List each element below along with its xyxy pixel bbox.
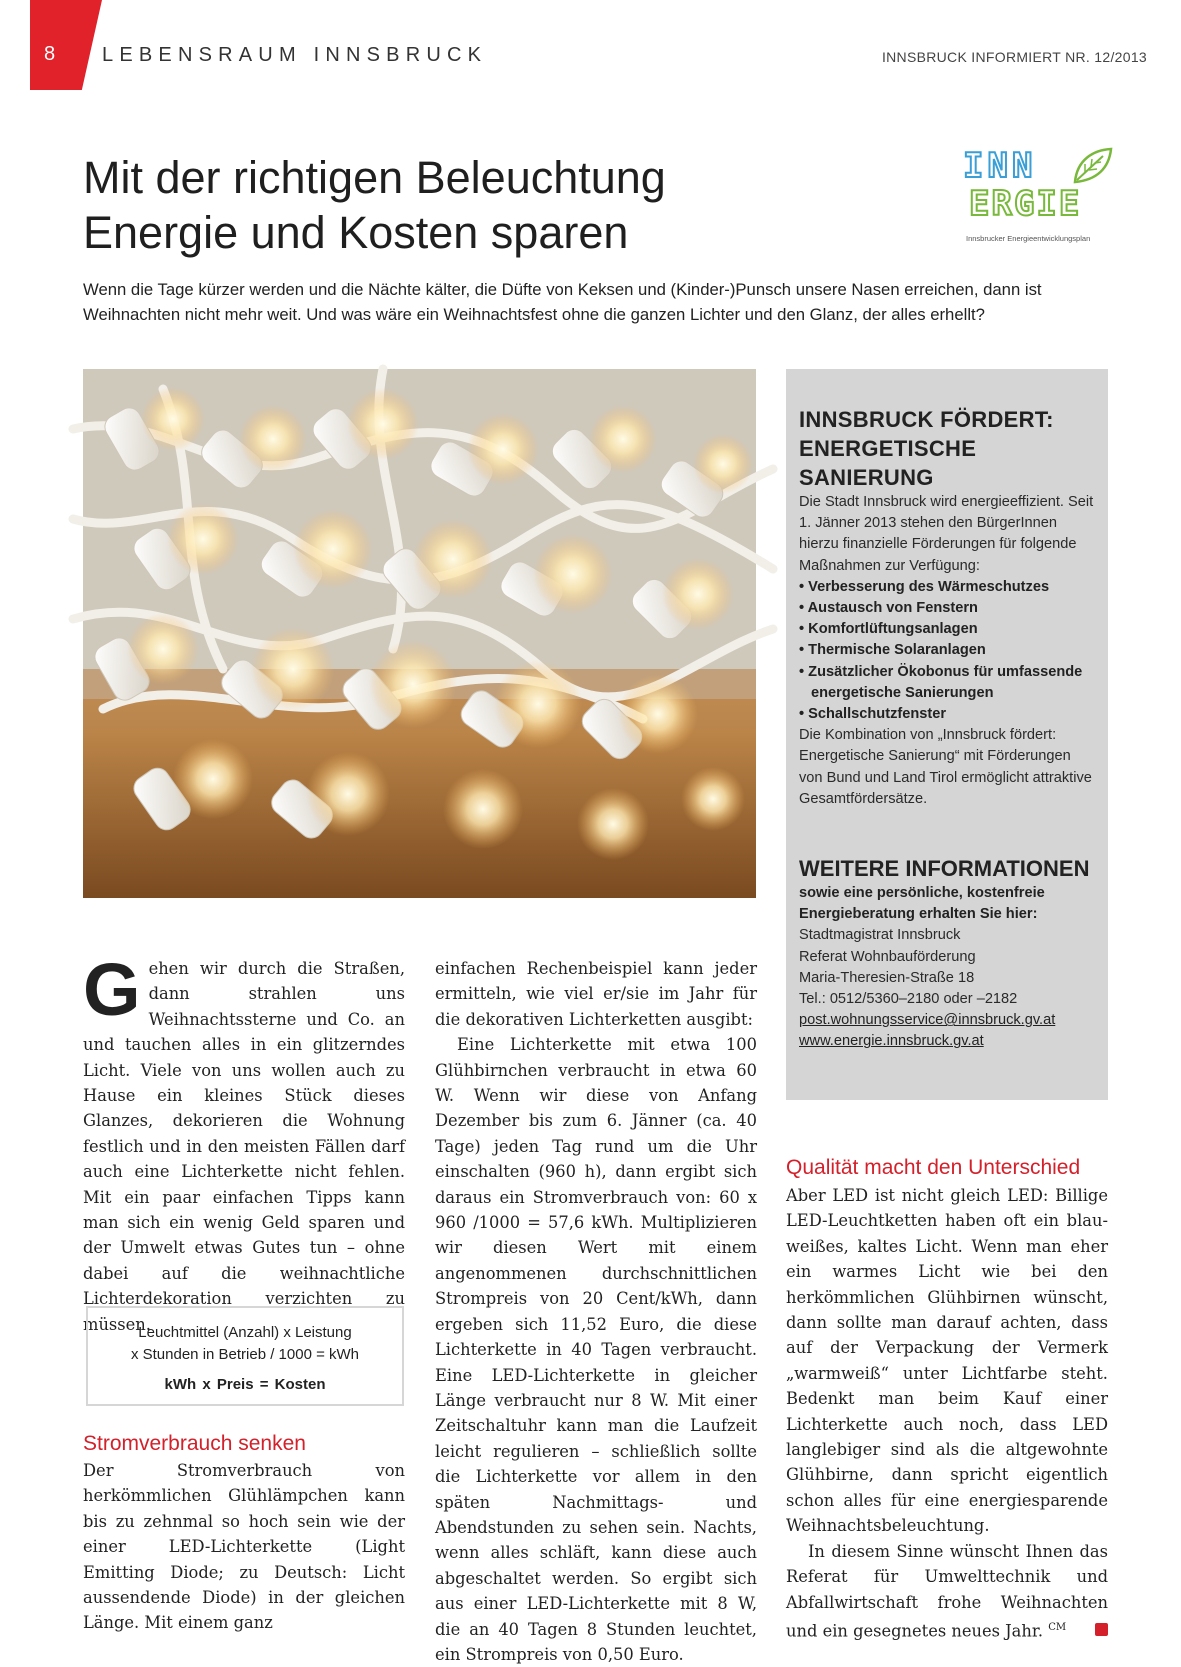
more-info-note: sowie eine persönliche, kostenfreie Energieberatung erhalten Sie hier: — [799, 885, 1045, 923]
paragraph: In diesem Sinne wünscht Ihnen das Referat für Umwelttechnik und Abfallwirtschaft frohe Weihnachten und ein gesegnetes neues Jahr. — [786, 1541, 1108, 1641]
paragraph: einfachen Rechenbeispiel kann jeder ermitteln, wie viel er/sie im Jahr für die dekorativen Lichterketten ausgibt: — [435, 959, 757, 1029]
paragraph: Eine Lichterkette mit etwa 100 Glühbirnchen verbraucht in etwa 60 W. Wenn wir diese von Anfang Dezember bis zum 6. Jänner (ca. 40 Tage) jeden Tag rund um die Uhr einschalten (960 h), dann ergibt sich daraus ein Stromverbrauch von: 60 x 960 /1000 = 57,6 kWh. Multiplizieren wir diesen Wert mit einem angenommenen durchschnittlichen Strompreis von 20 Cent/kWh, dann ergeben sich 11,52 Euro, die diese Lichterkette in 40 Tagen verbraucht. Eine LED-Lichterkette in gleicher Länge verbraucht nur 8 W. Mit einer Zeitschaltuhr kann man die Laufzeit leicht regulieren – schließlich sollte die Lichterkette vor allem in den späten Nachmittags- und Abendstunden zu sehen sein. Nachts, wenn alles schläft, kann diese auch abgeschaltet werden. So ergibt sich aus einer LED-Lichterkette mit 8 W, die an 40 Tagen 8 Stunden leuchtet, ein Strompreis von 0,50 Euro. — [435, 1035, 757, 1664]
paragraph: Der Stromverbrauch von herkömmlichen Glühlämpchen kann bis zu zehnmal so hoch sein wie der einer LED-Lichterkette (Light Emitting Diode; zu Deutsch: Licht aussendende Diode) in der gleichen Länge. Mit einem ganz — [83, 1461, 405, 1633]
contact-line: Stadtmagistrat Innsbruck — [799, 927, 961, 944]
headline-line-2: Energie und Kosten sparen — [83, 207, 629, 258]
funding-info-box — [786, 369, 1108, 1100]
logo-text-inn: INN — [963, 146, 1037, 186]
list-item: • Schallschutzfenster — [799, 704, 1094, 725]
lead-paragraph: Wenn die Tage kürzer werden und die Nächte kälter, die Düfte von Keksen und (Kinder-)Punsch unsere Nasen erreichen, dann ist Weihnachten nicht mehr weit. Und was wäre ein Weihnachtsfest ohne die ganzen Lichter und den Glanz, der alles erhellt? — [83, 280, 1042, 324]
page-number: 8 — [44, 43, 56, 65]
list-item: • Zusätzlicher Ökobonus für umfassende energetische Sanierungen — [799, 662, 1094, 704]
list-item: • Verbesserung des Wärmeschutzes — [799, 577, 1094, 598]
formula-line-3: kWh x Preis = Kosten — [164, 1376, 326, 1393]
subheading-quality: Qualität macht den Unterschied — [786, 1156, 1081, 1179]
list-item: • Thermische Solaranlagen — [799, 640, 1094, 661]
innergie-logo — [961, 146, 1121, 242]
logo-subtitle: Innsbrucker Energieentwicklungsplan — [966, 234, 1091, 243]
paragraph: Aber LED ist nicht gleich LED: Billige LED-Leuchtketten haben oft ein blau-weißes, kaltes Licht. Wenn man eher ein warmes Licht wie bei den herkömmlichen Glühbirnen wünscht, dann sollte man darauf achten, dass auf der Verpackung der Vermerk „warmweiß“ unter Lichtfarbe steht. Bedenkt man beim Kauf einer Lichterkette auch noch, dass LED langlebiger sind als die altgewohnte Glühbirne, dann spricht eigentlich schon alles für eine energiesparende Weihnachtsbeleuchtung. — [786, 1186, 1108, 1536]
fairy-lights-illustration — [83, 369, 756, 898]
subheading-power-consumption: Stromverbrauch senken — [83, 1432, 306, 1455]
issue-label: INNSBRUCK INFORMIERT NR. 12/2013 — [881, 49, 1147, 65]
article-column-3 — [786, 1155, 1108, 1644]
list-item: • Komfortlüftungsanlagen — [799, 619, 1094, 640]
funding-heading: INNSBRUCK FÖRDERT: ENERGETISCHE SANIERUNG — [799, 407, 1054, 490]
square-icon — [1095, 1623, 1108, 1636]
funding-intro: Die Stadt Innsbruck wird energieeffizient. Seit 1. Jänner 2013 stehen den BürgerInnen hierzu finanzielle Förderungen für folgende Maßnahmen zur Verfügung: — [799, 494, 1094, 574]
list-item: • Austausch von Fenstern — [799, 598, 1094, 619]
author-initials: CM — [1048, 1621, 1067, 1633]
funding-outro: Die Kombination von „Innsbruck fördert: Energetische Sanierung“ mit Förderungen von Bund und Land Tirol ermöglicht attraktive Gesamtfördersätze. — [799, 727, 1092, 807]
article-column-2 — [435, 956, 757, 1667]
email-link[interactable]: post.wohnungsservice@innsbruck.gv.at — [799, 1012, 1056, 1029]
logo-text-ergie: ERGIE — [969, 184, 1082, 224]
paragraph: ehen wir durch die Straßen, dann strahlen uns Weihnachtssterne und Co. an und tauchen alles in ein glitzerndes Licht. Viele von uns wollen auch zu Hause ein kleines Stück dieses Glanzes, dekorieren die Wohnung festlich und in den meisten Fällen darf auch eine Lichterkette nicht fehlen. Mit ein paar einfachen Tipps kann man sich ein wenig Geld sparen und der Umwelt etwas Gutes tun – ohne dabei auf die weihnachtliche Lichterdekoration verzichten zu müssen. — [83, 959, 405, 1334]
contact-phone: Tel.: 0512/5360–2180 oder –2182 — [799, 991, 1018, 1008]
article-column-1-continued — [83, 1458, 405, 1636]
fairy-lights-photo — [83, 369, 756, 898]
website-link[interactable]: www.energie.innsbruck.gv.at — [799, 1033, 984, 1050]
more-info-heading: WEITERE INFORMATIONEN — [799, 856, 1090, 882]
formula-line-1: Leuchtmittel (Anzahl) x Leistung — [138, 1324, 352, 1341]
section-title: LEBENSRAUM INNSBRUCK — [102, 44, 488, 66]
headline-line-1: Mit der richtigen Beleuchtung — [83, 152, 666, 203]
article-column-1 — [83, 948, 405, 1337]
headline — [83, 150, 903, 260]
drop-cap: G — [83, 948, 141, 1031]
contact-line: Maria-Theresien-Straße 18 — [799, 969, 975, 986]
funding-measures-list — [799, 577, 1094, 725]
formula-line-2: x Stunden in Betrieb / 1000 = kWh — [130, 1346, 360, 1363]
formula-box — [86, 1306, 404, 1406]
leaf-icon — [1071, 146, 1115, 186]
page-number-tab — [30, 0, 102, 90]
closing-paragraph — [786, 1539, 1108, 1644]
contact-line: Referat Wohnbauförderung — [799, 948, 976, 965]
